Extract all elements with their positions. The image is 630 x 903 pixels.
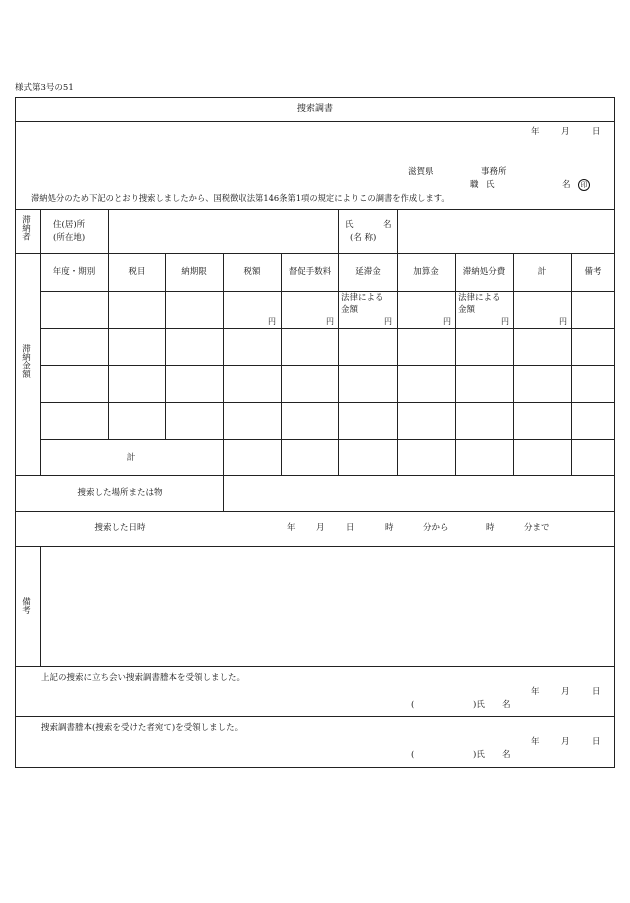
search-day: 日 [346, 523, 355, 533]
recipient-paren-open: ( [411, 750, 415, 760]
column-delinquency-charge: 延滞金 [355, 267, 381, 277]
yen-total: 円 [559, 317, 567, 326]
address-label: 住(居)所 [53, 220, 86, 230]
office-label: 事務所 [481, 167, 507, 177]
seal-mark: 印 [578, 179, 590, 191]
column-tax-amount: 税額 [243, 267, 261, 277]
name-label: 名 [562, 180, 571, 190]
column-additional-tax: 加算金 [413, 267, 439, 277]
column-reminder-fee: 督促手数料 [288, 267, 332, 277]
search-hour: 時 [385, 523, 394, 533]
witness-statement: 上記の捜索に立ち会い捜索調書謄本を受領しました。 [41, 673, 246, 683]
recipient-statement: 捜索調書謄本(捜索を受けた者宛て)を受領しました。 [41, 723, 244, 733]
surname-label: 氏 [486, 180, 495, 190]
yen-tax-amount: 円 [268, 317, 276, 326]
form-number: 様式第3号の51 [15, 83, 74, 93]
yen-delinquency-charge: 円 [384, 317, 392, 326]
yen-additional-tax: 円 [443, 317, 451, 326]
witness-month: 月 [561, 687, 570, 697]
column-total: 計 [537, 267, 547, 277]
taxpayer-name-sub-label: (名 称) [350, 233, 377, 243]
search-datetime-label: 捜索した日時 [94, 523, 146, 533]
amount-total-label: 計 [126, 453, 136, 463]
recipient-day: 日 [592, 737, 601, 747]
taxpayer-section-label: 滞納者 [20, 215, 31, 241]
header-statement: 滞納処分のため下記のとおり捜索しましたから、国税徴収法第146条第1項の規定によりこの調書を作成します。 [31, 193, 450, 203]
search-year: 年 [287, 523, 296, 533]
column-tax-item: 税目 [128, 267, 146, 277]
search-hour-2: 時 [486, 523, 495, 533]
taxpayer-name-label-2: 名 [383, 220, 392, 230]
remarks-section-label: 備考 [20, 597, 31, 614]
search-place-label: 捜索した場所または物 [77, 488, 163, 498]
recipient-year: 年 [531, 737, 540, 747]
yen-disposition-cost: 円 [501, 317, 509, 326]
address-sub-label: (所在地) [53, 233, 86, 243]
form-title: 捜索調書 [296, 104, 334, 114]
column-year-period: 年度・期別 [52, 267, 96, 277]
taxpayer-name-label-1: 氏 [345, 220, 354, 230]
position-label: 職 [470, 180, 479, 190]
header-month: 月 [561, 127, 570, 137]
prefecture-label: 滋賀県 [408, 167, 434, 177]
search-until: 分まで [524, 523, 550, 533]
witness-year: 年 [531, 687, 540, 697]
column-disposition-cost: 滞納処分費 [462, 267, 506, 277]
delinquency-legal-line2: 金額 [341, 305, 359, 315]
disposition-legal-line1: 法律による [458, 293, 501, 303]
recipient-month: 月 [561, 737, 570, 747]
column-remarks: 備考 [584, 267, 602, 277]
search-month: 月 [316, 523, 325, 533]
delinquency-legal-line1: 法律による [341, 293, 384, 303]
search-from: 分から [423, 523, 449, 533]
header-day: 日 [592, 127, 601, 137]
recipient-paren-close: )氏 [473, 750, 485, 760]
witness-paren-open: ( [411, 700, 415, 710]
disposition-legal-line2: 金額 [458, 305, 476, 315]
yen-reminder-fee: 円 [326, 317, 334, 326]
column-due-date: 納期限 [181, 267, 207, 277]
recipient-name-label: 名 [502, 750, 511, 760]
witness-name-label: 名 [502, 700, 511, 710]
header-year: 年 [531, 127, 540, 137]
amount-section-label: 滞納金額 [20, 344, 31, 378]
witness-day: 日 [592, 687, 601, 697]
witness-paren-close: )氏 [473, 700, 485, 710]
